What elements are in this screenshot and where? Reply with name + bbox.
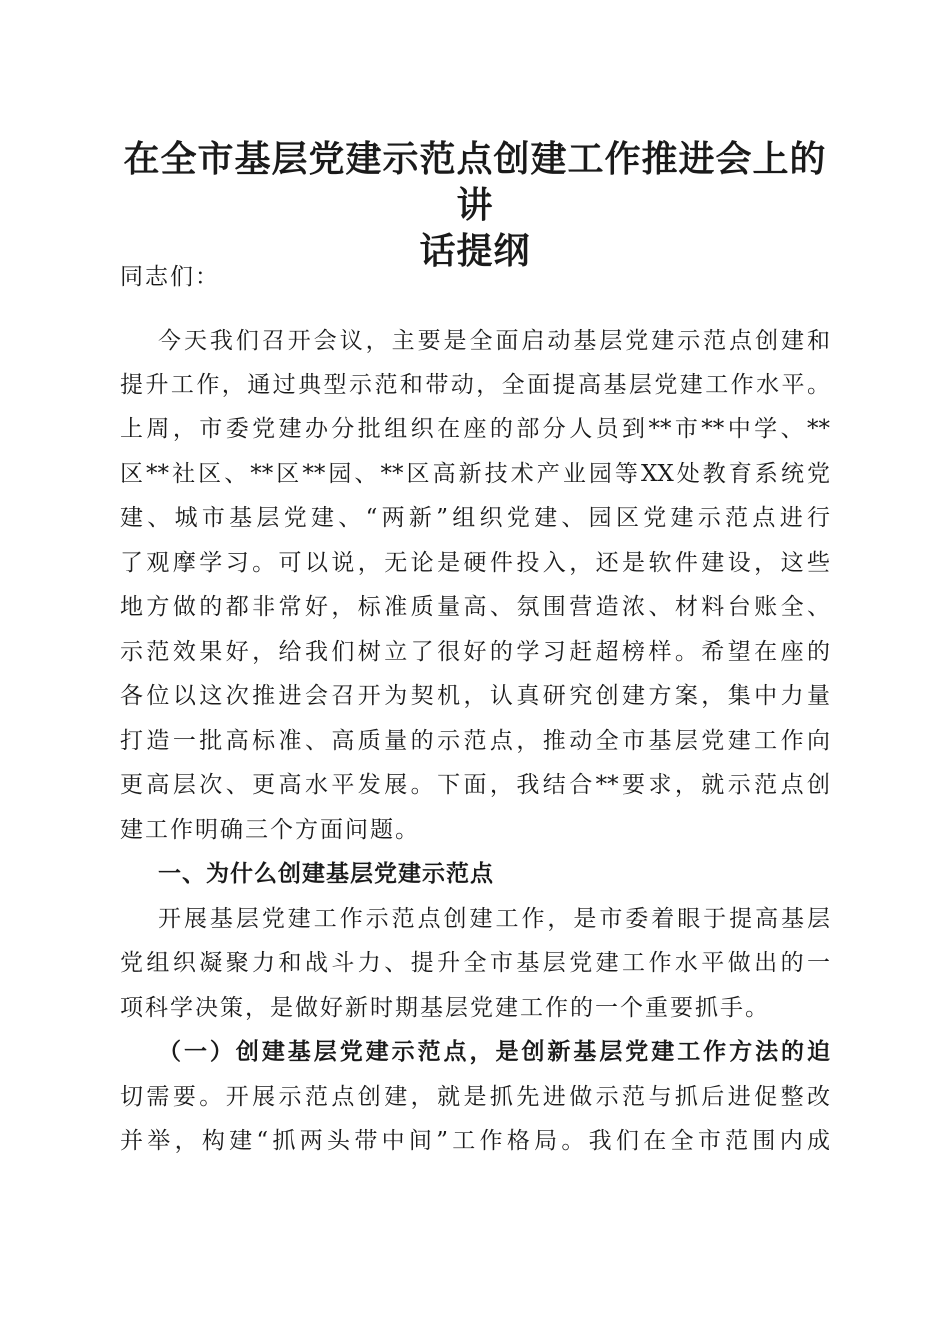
body-line: 打造一批高标准、高质量的示范点，推动全市基层党建工作向: [120, 728, 830, 754]
body-line: 切需要。开展示范点创建，就是抓先进做示范与抓后进促整改: [120, 1084, 830, 1110]
body-line: 提升工作，通过典型示范和带动，全面提高基层党建工作水平。: [120, 372, 830, 398]
body-line: 项科学决策，是做好新时期基层党建工作的一个重要抓手。: [120, 995, 770, 1021]
salutation: 同志们：: [120, 264, 220, 290]
body-line: 各位以这次推进会召开为契机，认真研究创建方案，集中力量: [120, 683, 830, 709]
title-line-1: 在全市基层党建示范点创建工作推进会上的讲: [123, 138, 827, 226]
body-line: 示范效果好，给我们树立了很好的学习赶超榜样。希望在座的: [120, 639, 830, 665]
title-line-2: 话提纲: [419, 230, 531, 272]
body-line: 区**社区、**区**园、**区高新技术产业园等XX处教育系统党: [120, 461, 830, 487]
body-line: 并举，构建“抓两头带中间”工作格局。我们在全市范围内成: [120, 1128, 830, 1154]
body-line: 更高层次、更高水平发展。下面，我结合**要求，就示范点创: [120, 772, 830, 798]
body-line: 地方做的都非常好，标准质量高、氛围营造浓、材料台账全、: [120, 594, 830, 620]
body-line: 建工作明确三个方面问题。: [120, 817, 420, 843]
section-heading-1: 一、为什么创建基层党建示范点: [158, 861, 494, 887]
document-title: [110, 136, 840, 274]
subsection-heading-1: （一）创建基层党建示范点，是创新基层党建工作方法的迫: [158, 1038, 830, 1065]
body-line: 了观摩学习。可以说，无论是硬件投入，还是软件建设，这些: [120, 550, 830, 576]
body-line: 开展基层党建工作示范点创建工作，是市委着眼于提高基层: [158, 906, 830, 932]
body-line: 党组织凝聚力和战斗力、提升全市基层党建工作水平做出的一: [120, 950, 830, 976]
body-line: 建、城市基层党建、“两新”组织党建、园区党建示范点进行: [120, 505, 830, 531]
body-line: 上周，市委党建办分批组织在座的部分人员到**市**中学、**: [120, 416, 830, 442]
body-line: 今天我们召开会议，主要是全面启动基层党建示范点创建和: [158, 328, 830, 354]
